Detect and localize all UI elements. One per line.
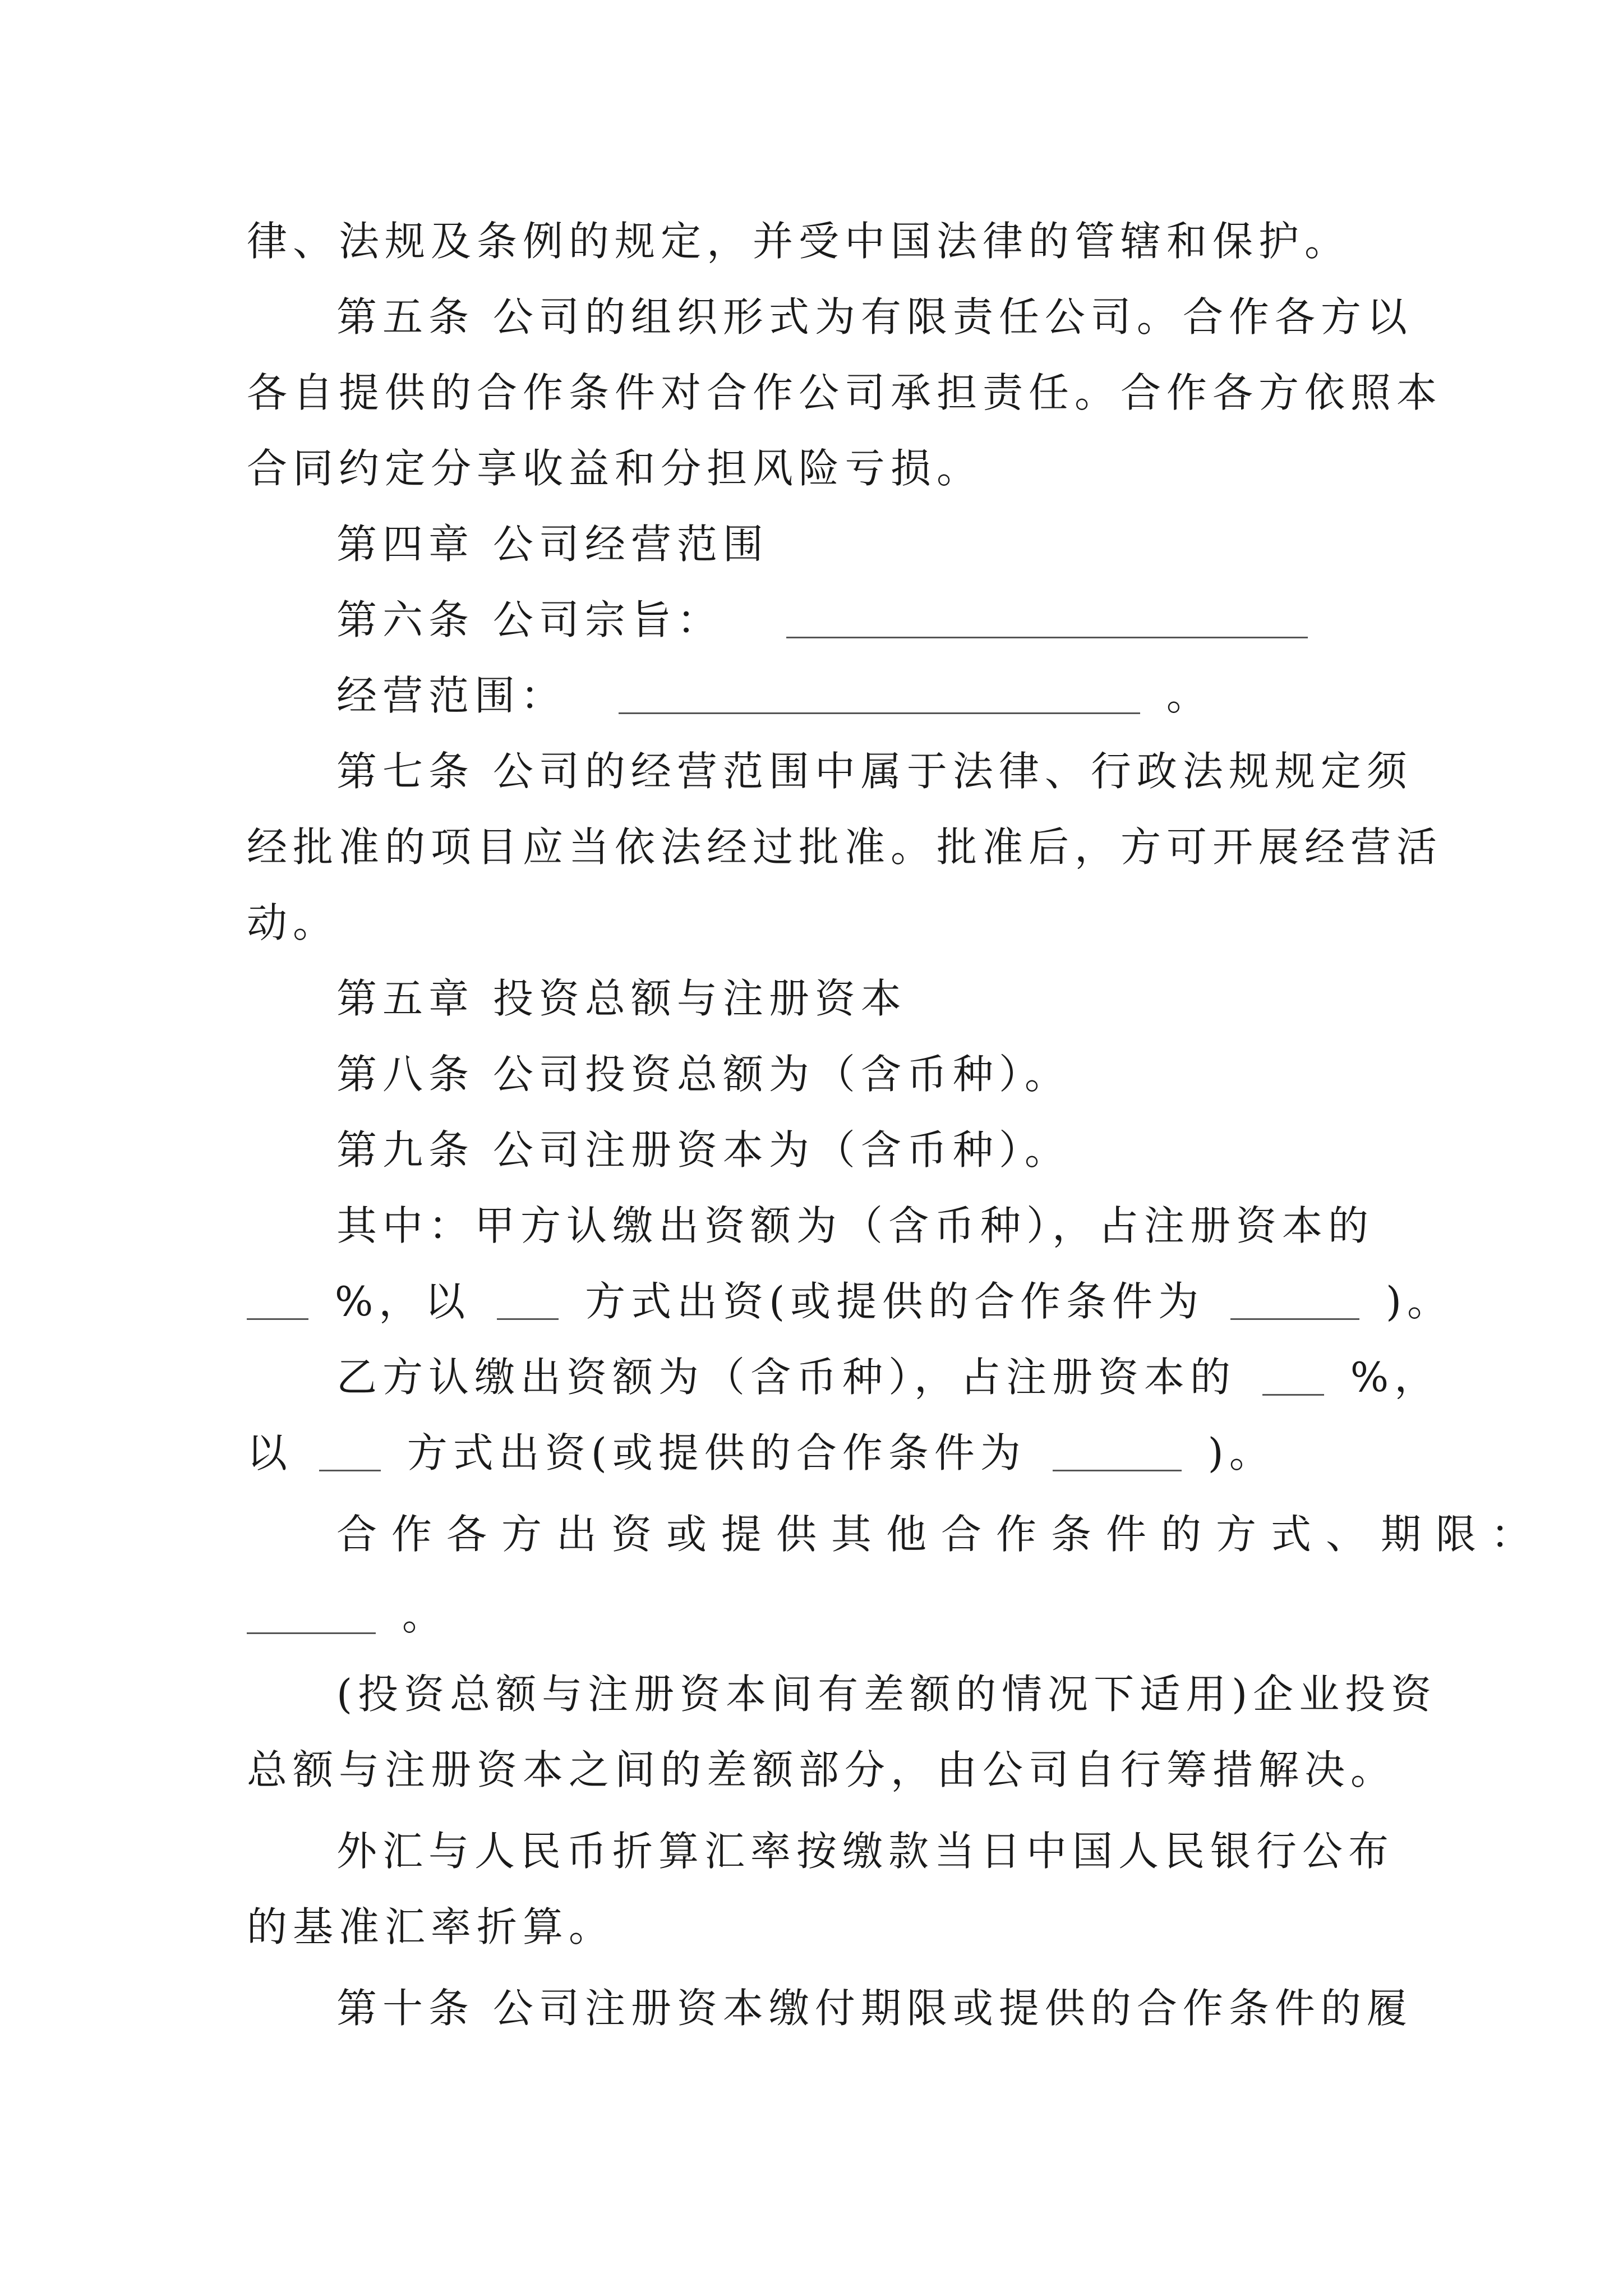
line-text: 第七条 公司的经营范围中属于法律、行政法规规定须 (336, 748, 1413, 795)
party-a-method-blank[interactable] (497, 1285, 559, 1320)
line-text: 外汇与人民币折算汇率按缴款当日中国人民银行公布 (336, 1828, 1395, 1875)
line-text: 第十条 公司注册资本缴付期限或提供的合作条件的履 (336, 1985, 1413, 2032)
line-text: 第九条 公司注册资本为（含币种）。 (336, 1126, 1071, 1174)
contribution-method-blank[interactable] (247, 1599, 376, 1634)
contribution-method-blank-line (247, 1585, 1385, 1646)
company-purpose-blank[interactable] (786, 603, 1308, 638)
party-b-terms-line (247, 1422, 1385, 1484)
party-a-terms-line (247, 1271, 1454, 1332)
line-text: 乙方认缴出资额为（含币种），占注册资本的 (336, 1354, 1237, 1401)
line-text: 方式出资(或提供的合作条件为 (585, 1278, 1205, 1325)
line-text: 以 (247, 1429, 293, 1476)
line-text: 的基准汇率折算。 (247, 1903, 615, 1950)
line-text: 律、法规及条例的规定，并受中国法律的管辖和保护。 (247, 218, 1351, 265)
line-text: 合同约定分享收益和分担风险亏损。 (247, 445, 983, 492)
party-b-percent-blank[interactable] (1262, 1360, 1324, 1396)
chapter-5-heading (336, 968, 1385, 1029)
article-9-line (336, 1119, 1385, 1181)
line-text: 。 (1166, 672, 1212, 719)
text-line (247, 1896, 1385, 1958)
line-text: 经批准的项目应当依法经过批准。批准后，方可开展经营活 (247, 823, 1443, 871)
line-text: 合作各方出资或提供其他合作条件的方式、期限： (336, 1511, 1546, 1558)
party-a-percent-blank[interactable] (247, 1285, 308, 1320)
party-b-method-blank[interactable] (319, 1436, 381, 1471)
party-b-line (336, 1346, 1441, 1408)
text-line (247, 362, 1443, 424)
text-line (247, 816, 1443, 878)
party-a-conditions-blank[interactable] (1230, 1285, 1359, 1320)
article-10-line (336, 1977, 1413, 2039)
line-text: 。 (402, 1592, 448, 1639)
line-text: (投资总额与注册资本间有差额的情况下适用)企业投资 (336, 1671, 1437, 1718)
line-text: 动。 (247, 899, 339, 946)
line-text: 各自提供的合作条件对合作公司承担责任。合作各方依照本 (247, 369, 1443, 416)
article-7-line (336, 740, 1413, 802)
business-scope-line (336, 665, 1385, 726)
business-scope-blank[interactable] (619, 679, 1140, 714)
contribution-method-line (336, 1503, 1546, 1565)
text-line (247, 438, 1385, 499)
exchange-rate-line (336, 1820, 1395, 1882)
line-text: )。 (1385, 1278, 1454, 1325)
line-text: 第五条 公司的组织形式为有限责任公司。合作各方以 (336, 293, 1413, 341)
party-a-line (336, 1195, 1385, 1257)
article-6-line (336, 589, 1385, 651)
line-text: 第六条 公司宗旨： (336, 596, 723, 643)
line-text: )。 (1207, 1429, 1275, 1476)
party-b-conditions-blank[interactable] (1053, 1436, 1182, 1471)
article-8-line (336, 1043, 1385, 1105)
line-text: %， (1350, 1354, 1441, 1401)
text-line (247, 892, 1385, 954)
line-text: 总额与注册资本之间的差额部分，由公司自行筹措解决。 (247, 1746, 1397, 1793)
article-5-line (336, 286, 1413, 348)
line-text: %，以 (334, 1278, 471, 1325)
text-line (247, 210, 1385, 272)
line-text: 经营范围： (336, 672, 567, 719)
line-text: 其中：甲方认缴出资额为（含币种），占注册资本的 (336, 1202, 1375, 1249)
difference-note-line (336, 1663, 1437, 1725)
chapter-4-heading (336, 513, 1385, 575)
text-line (247, 1739, 1397, 1801)
heading-text: 第四章 公司经营范围 (336, 521, 769, 568)
line-text: 方式出资(或提供的合作条件为 (407, 1429, 1026, 1476)
line-text: 第八条 公司投资总额为（含币种）。 (336, 1051, 1071, 1098)
heading-text: 第五章 投资总额与注册资本 (336, 975, 907, 1022)
